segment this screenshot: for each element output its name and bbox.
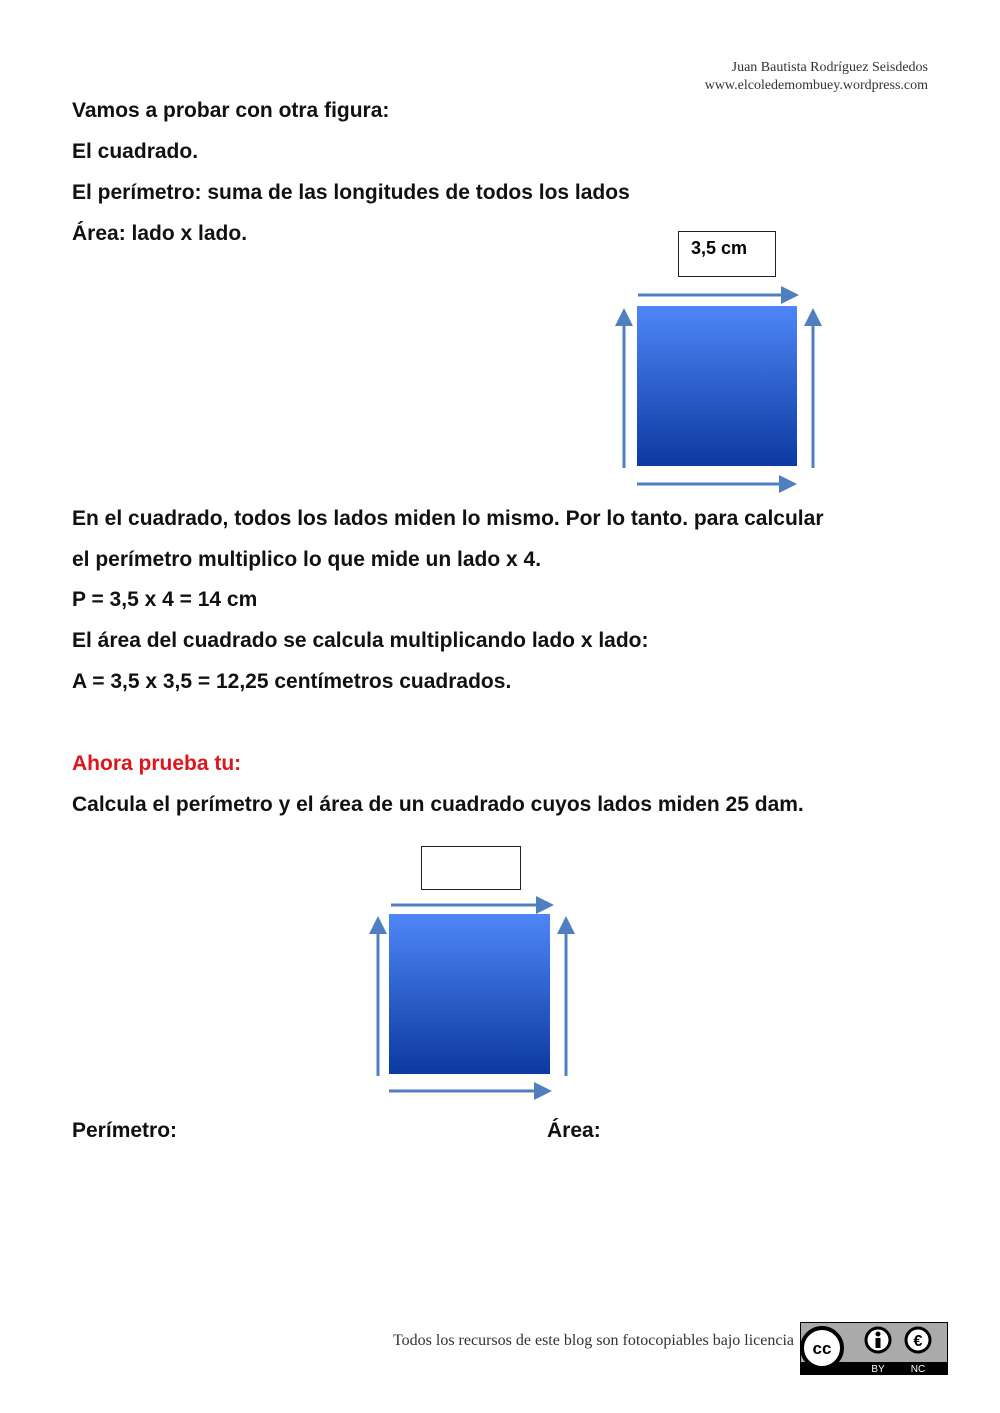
explanation-line-1: En el cuadrado, todos los lados miden lo mismo. Por lo tanto. para calcular (72, 507, 824, 530)
square-figure (610, 285, 830, 495)
perimeter-calculation: P = 3,5 x 4 = 14 cm (72, 588, 258, 611)
perimeter-definition: El perímetro: suma de las longitudes de todos los lados (72, 181, 630, 204)
svg-text:BY: BY (871, 1364, 885, 1375)
perimeter-answer-label: Perímetro: (72, 1119, 178, 1142)
area-explanation: El área del cuadrado se calcula multiplicando lado x lado: (72, 629, 649, 652)
license-note: Todos los recursos de este blog son fotocopiables bajo licencia (393, 1332, 794, 1349)
area-definition: Área: lado x lado. (72, 222, 248, 245)
cc-by-nc-license-logo (800, 1322, 948, 1375)
area-calculation: A = 3,5 x 3,5 = 12,25 centímetros cuadrados. (72, 670, 512, 693)
author-name: Juan Bautista Rodríguez Seisdedos (731, 60, 928, 75)
website: www.elcoledemombuey.wordpress.com (704, 78, 928, 93)
figure-name: El cuadrado. (72, 140, 199, 163)
intro-line: Vamos a probar con otra figura: (72, 99, 390, 122)
square (389, 914, 550, 1074)
svg-text:cc: cc (812, 1339, 832, 1358)
svg-text:NC: NC (910, 1364, 926, 1375)
exercise-prompt: Calcula el perímetro y el área de un cuadrado cuyos lados miden 25 dam. (72, 793, 804, 816)
side-label-box: 3,5 cm (678, 231, 776, 277)
explanation-line-2: el perímetro multiplico lo que mide un lado x 4. (72, 548, 542, 571)
svg-text:€: € (913, 1333, 923, 1350)
exercise-heading: Ahora prueba tu: (72, 752, 242, 775)
side-label-input-box[interactable] (421, 846, 521, 890)
area-answer-label: Área: (547, 1119, 601, 1142)
square (637, 306, 797, 466)
exercise-square-figure (362, 895, 582, 1105)
